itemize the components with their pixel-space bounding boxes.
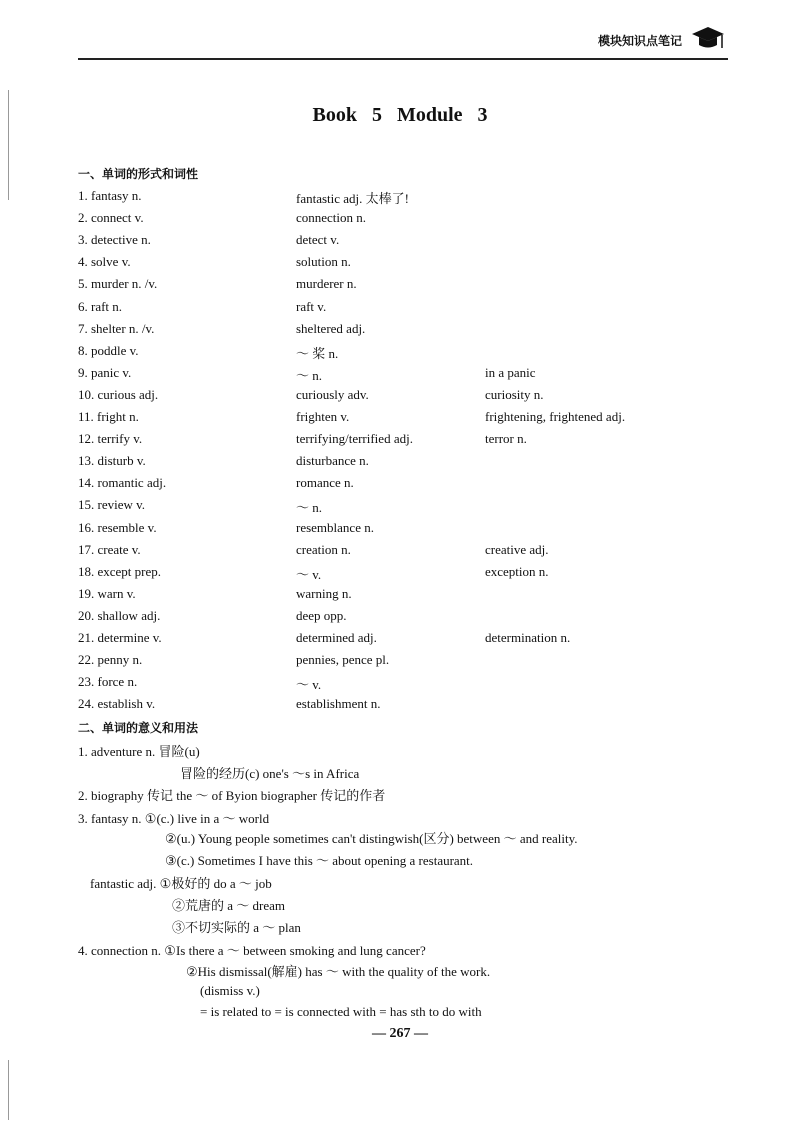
word-cell: 9. panic v. [78, 364, 132, 380]
word-form-row [0, 564, 800, 586]
word-cell: 8. poddle v. [78, 342, 139, 358]
usage-line: 冒险的经历(c) one's ～s in Africa [180, 766, 360, 781]
word-form-row [0, 409, 800, 431]
section1-heading: 一、单词的形式和词性 [78, 167, 199, 181]
derived-form-cell: ～ n. [296, 367, 323, 383]
related-form-cell: exception n. [485, 563, 549, 579]
usage-line: ②His dismissal(解雇) has ～ with the quality of the work. [186, 964, 491, 979]
derived-form-cell: romance n. [296, 475, 354, 491]
word-form-row [0, 276, 800, 298]
word-cell: 15. review v. [78, 497, 146, 513]
derived-form-cell: ～ n. [296, 500, 323, 516]
word-cell: 12. terrify v. [78, 431, 143, 447]
word-cell: 24. establish v. [78, 696, 156, 712]
usage-line: ③(c.) Sometimes I have this ～ about opening a restaurant. [165, 853, 474, 868]
related-form-cell: frightening, frightened adj. [485, 409, 626, 424]
usage-line: = is related to = is connected with = has sth to do with [200, 1004, 482, 1019]
left-margin-line-lower [8, 1060, 9, 1120]
word-form-row [0, 210, 800, 232]
word-form-row [0, 696, 800, 718]
related-form-cell: in a panic [485, 364, 536, 380]
word-form-row [0, 343, 800, 365]
word-cell: 10. curious adj. [78, 386, 159, 402]
derived-form-cell: establishment n. [296, 696, 381, 712]
word-cell: 3. detective n. [78, 232, 151, 248]
word-cell: 13. disturb v. [78, 453, 146, 469]
word-cell: 2. connect v. [78, 210, 144, 226]
word-cell: 19. warn v. [78, 585, 136, 601]
usage-line: ②荒唐的 a ～ dream [172, 898, 286, 913]
graduation-cap-icon [690, 24, 726, 52]
usage-line: 2. biography 传记 the ～ of Byion biographer 传记的作者 [78, 788, 386, 803]
derived-form-cell: disturbance n. [296, 453, 369, 469]
derived-form-cell: murderer n. [296, 276, 357, 292]
word-form-row [0, 188, 800, 210]
derived-form-cell: connection n. [296, 210, 367, 226]
word-cell: 5. murder n. /v. [78, 276, 158, 292]
section2-heading: 二、单词的意义和用法 [78, 721, 199, 735]
word-form-row [0, 431, 800, 453]
word-form-row [0, 652, 800, 674]
word-form-row [0, 299, 800, 321]
related-form-cell: determination n. [485, 630, 571, 645]
word-form-row [0, 387, 800, 409]
word-form-row [0, 365, 800, 387]
word-form-row [0, 586, 800, 608]
derived-form-cell: pennies, pence pl. [296, 652, 390, 668]
derived-form-cell: deep opp. [296, 607, 347, 623]
word-cell: 11. fright n. [78, 409, 139, 424]
word-cell: 18. except prep. [78, 563, 162, 579]
word-cell: 21. determine v. [78, 630, 162, 645]
derived-form-cell: terrifying/terrified adj. [296, 431, 413, 447]
usage-line: 4. connection n. ①Is there a ～ between smoking and lung cancer? [78, 943, 426, 958]
word-cell: 22. penny n. [78, 652, 143, 668]
word-form-row [0, 608, 800, 630]
word-form-row [0, 497, 800, 519]
derived-form-cell: raft v. [296, 298, 327, 314]
word-cell: 20. shallow adj. [78, 607, 161, 623]
usage-line: ②(u.) Young people sometimes can't distingwish(区分) between ～ and reality. [165, 831, 578, 846]
usage-line: fantastic adj. ①极好的 do a ～ job [90, 876, 272, 891]
derived-form-cell: solution n. [296, 254, 351, 270]
derived-form-cell: determined adj. [296, 630, 377, 645]
header-rule [78, 58, 728, 60]
derived-form-cell: curiously adv. [296, 386, 369, 402]
related-form-cell: creative adj. [485, 541, 549, 557]
word-form-row [0, 520, 800, 542]
derived-form-cell: sheltered adj. [296, 320, 366, 336]
related-form-cell: terror n. [485, 431, 527, 447]
derived-form-cell: ～ v. [296, 566, 322, 582]
derived-form-cell: detect v. [296, 232, 340, 248]
notes-label: 模块知识点笔记 [598, 34, 683, 48]
derived-form-cell: ～ v. [296, 677, 322, 693]
word-form-row [0, 453, 800, 475]
derived-form-cell: ～ 桨 n. [296, 345, 339, 361]
usage-line: 1. adventure n. 冒险(u) [78, 744, 200, 759]
word-cell: 6. raft n. [78, 298, 123, 314]
word-form-row [0, 674, 800, 696]
page-number: — 267 — [372, 1026, 428, 1041]
word-form-row [0, 542, 800, 564]
usage-line: 3. fantasy n. ①(c.) live in a ～ world [78, 811, 270, 826]
usage-line: (dismiss v.) [200, 983, 260, 998]
word-form-row [0, 630, 800, 652]
word-cell: 1. fantasy n. [78, 188, 142, 203]
word-form-row [0, 475, 800, 497]
word-form-row [0, 232, 800, 254]
page-title: Book 5 Module 3 [312, 104, 488, 126]
derived-form-cell: frighten v. [296, 409, 350, 424]
word-cell: 7. shelter n. /v. [78, 320, 155, 336]
word-cell: 14. romantic adj. [78, 475, 167, 491]
word-cell: 23. force n. [78, 674, 138, 690]
derived-form-cell: creation n. [296, 541, 351, 557]
derived-form-cell: warning n. [296, 585, 352, 601]
word-cell: 4. solve v. [78, 254, 131, 270]
derived-form-cell: resemblance n. [296, 519, 374, 535]
derived-form-cell: fantastic adj. 太棒了! [296, 191, 409, 206]
word-cell: 16. resemble v. [78, 519, 157, 535]
word-form-row [0, 321, 800, 343]
related-form-cell: curiosity n. [485, 386, 544, 402]
word-cell: 17. create v. [78, 541, 141, 557]
usage-line: ③不切实际的 a ～ plan [172, 920, 301, 935]
word-form-row [0, 254, 800, 276]
